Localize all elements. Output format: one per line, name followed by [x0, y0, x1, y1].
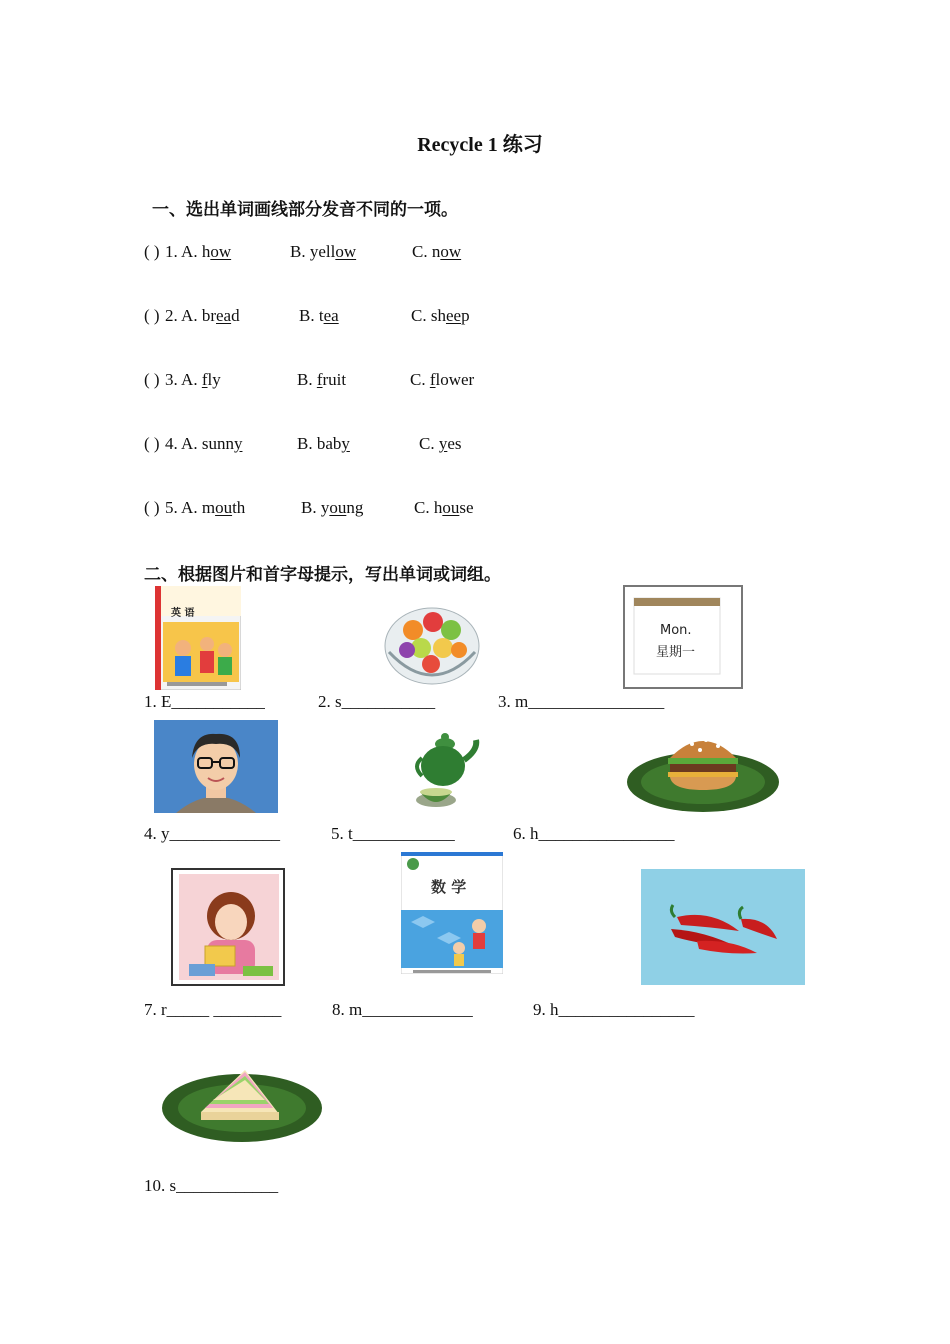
- option-a: [165, 434, 242, 454]
- word-part: se: [459, 498, 474, 517]
- answer-paren: ( ): [144, 498, 160, 517]
- sandwich-image: [161, 1064, 323, 1144]
- english-book-image: [155, 586, 241, 690]
- calendar-day-en: Mon.: [660, 623, 692, 638]
- underlined-part: f: [316, 370, 323, 389]
- word-part: sh: [430, 306, 446, 325]
- option-b: [297, 434, 350, 454]
- option-b: [301, 498, 363, 518]
- word-part: br: [201, 306, 217, 325]
- option-a: [165, 370, 221, 390]
- option-prefix: 1. A.: [165, 242, 202, 261]
- option-prefix: C.: [414, 498, 434, 517]
- option-b: [290, 242, 356, 262]
- option-prefix: 5. A.: [165, 498, 202, 517]
- option-a: [165, 242, 231, 262]
- word-part: ng: [346, 498, 364, 517]
- english-book-title: 英 语: [171, 608, 195, 619]
- option-c: [414, 498, 474, 518]
- answer-5: 5. t____________: [331, 824, 455, 843]
- word-part: p: [461, 306, 470, 325]
- underlined-part: ee: [445, 306, 462, 325]
- underlined-part: ea: [216, 306, 232, 325]
- answer-8: 8. m_____________: [332, 1000, 473, 1019]
- option-c: [410, 370, 474, 390]
- option-b: [299, 306, 339, 326]
- underlined-part: ou: [215, 498, 233, 517]
- young-man-image: [154, 720, 278, 813]
- word-part: th: [232, 498, 246, 517]
- option-prefix: B.: [299, 306, 319, 325]
- underlined-part: f: [429, 370, 436, 389]
- underlined-part: y: [438, 434, 448, 453]
- section2-heading: 二、根据图片和首字母提示，写出单词或词组。: [144, 565, 501, 585]
- word-part: es: [447, 434, 462, 453]
- underlined-part: f: [201, 370, 208, 389]
- answer-3: 3. m________________: [498, 692, 665, 711]
- option-prefix: C.: [411, 306, 431, 325]
- underlined-part: ow: [335, 242, 357, 261]
- word-part: h: [201, 242, 211, 261]
- word-part: m: [201, 498, 216, 517]
- answer-paren: ( ): [144, 306, 160, 325]
- word-part: lower: [435, 370, 475, 389]
- word-part: ruit: [322, 370, 347, 389]
- option-a: [165, 306, 240, 326]
- word-part: t: [318, 306, 324, 325]
- word-part: sunn: [201, 434, 234, 453]
- section1-heading: 一、选出单词画线部分发音不同的一项。: [152, 200, 458, 220]
- teapot-image: [410, 730, 480, 814]
- math-book-title: 数 学: [431, 878, 467, 896]
- underlined-part: ea: [323, 306, 339, 325]
- underlined-part: ow: [210, 242, 232, 261]
- option-c: [411, 306, 470, 326]
- option-prefix: 3. A.: [165, 370, 202, 389]
- option-c: [412, 242, 461, 262]
- option-prefix: C.: [412, 242, 432, 261]
- math-book-image: [401, 852, 503, 974]
- word-part: ly: [207, 370, 221, 389]
- hamburger-image: [626, 728, 780, 814]
- option-prefix: B.: [297, 370, 317, 389]
- reading-girl-image: [171, 868, 285, 986]
- option-b: [297, 370, 346, 390]
- option-a: [165, 498, 245, 518]
- option-prefix: 4. A.: [165, 434, 202, 453]
- salad-image: [383, 598, 481, 688]
- answer-9: 9. h________________: [533, 1000, 695, 1019]
- word-part: bab: [316, 434, 342, 453]
- answer-1: 1. E___________: [144, 692, 265, 711]
- answer-6: 6. h________________: [513, 824, 675, 843]
- word-part: yell: [309, 242, 336, 261]
- hot-peppers-image: [641, 869, 805, 985]
- underlined-part: ow: [440, 242, 462, 261]
- option-prefix: 2. A.: [165, 306, 202, 325]
- page-title: Recycle 1 练习: [417, 134, 543, 156]
- option-prefix: B.: [301, 498, 321, 517]
- word-part: d: [231, 306, 240, 325]
- answer-4: 4. y_____________: [144, 824, 280, 843]
- underlined-part: y: [341, 434, 350, 453]
- answer-10: 10. s____________: [144, 1176, 279, 1195]
- answer-7: 7. r_____ ________: [144, 1000, 282, 1019]
- option-prefix: C.: [410, 370, 430, 389]
- underlined-part: ou: [329, 498, 347, 517]
- calendar-image: [620, 582, 744, 690]
- underlined-part: y: [233, 434, 243, 453]
- answer-paren: ( ): [144, 370, 160, 389]
- calendar-day-zh: 星期一: [656, 645, 696, 660]
- word-part: n: [431, 242, 441, 261]
- word-part: h: [433, 498, 443, 517]
- option-prefix: B.: [290, 242, 310, 261]
- option-prefix: C.: [419, 434, 439, 453]
- option-c: [419, 434, 462, 454]
- answer-paren: ( ): [144, 242, 160, 261]
- answer-2: 2. s___________: [318, 692, 436, 711]
- option-prefix: B.: [297, 434, 317, 453]
- underlined-part: ou: [442, 498, 460, 517]
- word-part: y: [320, 498, 330, 517]
- answer-paren: ( ): [144, 434, 160, 453]
